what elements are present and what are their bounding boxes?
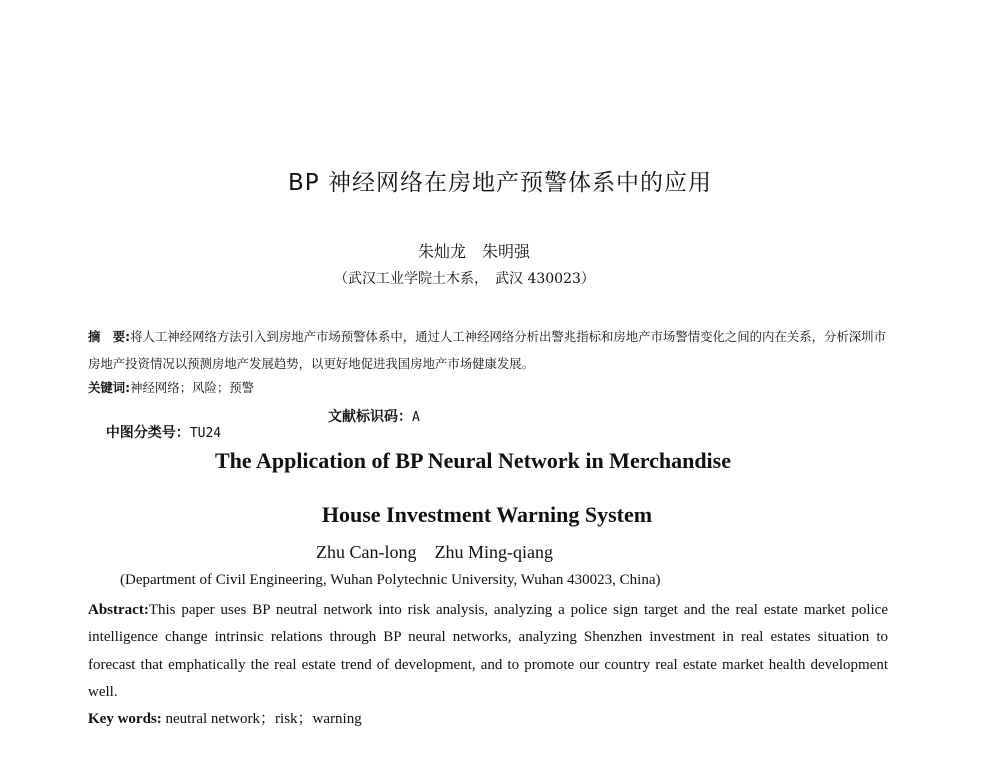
chinese-title: BP 神经网络在房地产预警体系中的应用: [288, 170, 712, 196]
document-code: [328, 406, 420, 426]
chinese-keywords-text: 神经网络；风险；预警: [130, 380, 255, 395]
english-keywords-label: Key words:: [88, 711, 162, 727]
chinese-abstract-label: 摘 要:: [88, 329, 131, 344]
english-keywords-text: neutral network；risk；warning: [161, 711, 362, 727]
chinese-affiliation: （武汉工业学院土木系， 武汉 430023）: [334, 271, 595, 287]
english-abstract-label: Abstract:: [88, 602, 149, 618]
english-affiliation: (Department of Civil Engineering, Wuhan Polytechnic University, Wuhan 430023, China): [120, 572, 661, 588]
chinese-keywords: [88, 378, 254, 396]
classification-value: TU24: [189, 426, 222, 441]
english-abstract: [88, 597, 888, 706]
document-code-label: 文献标识码：: [328, 409, 412, 425]
english-abstract-text: This paper uses BP neutral network into risk analysis, analyzing a police sign target and the real estate market police intelligence change intrinsic relations through BP neural networks, analyzing Shenzhen investment in real estates situation to forecast that emphatically the real estate trend of development, and to promote our country real estate market health development well.: [88, 602, 888, 700]
chinese-authors: 朱灿龙 朱明强: [418, 242, 531, 261]
document-code-value: A: [412, 410, 420, 425]
chinese-abstract: [88, 323, 898, 377]
chinese-keywords-label: 关键词:: [88, 380, 131, 395]
english-authors: Zhu Can-long Zhu Ming-qiang: [316, 542, 553, 562]
classification-label: 中图分类号：: [105, 425, 190, 441]
english-title-line-2: House Investment Warning System: [321, 502, 653, 527]
english-title-line-1: The Application of BP Neural Network in Merchandise: [215, 448, 731, 473]
english-keywords: [88, 707, 362, 728]
chinese-abstract-text: 将人工神经网络方法引入到房地产市场预警体系中，通过人工神经网络分析出警兆指标和房地产市场警情变化之间的内在关系，分析深圳市房地产投资情况以预测房地产发展趋势，以更好地促进我国房地产市场健康发展。: [88, 329, 886, 371]
